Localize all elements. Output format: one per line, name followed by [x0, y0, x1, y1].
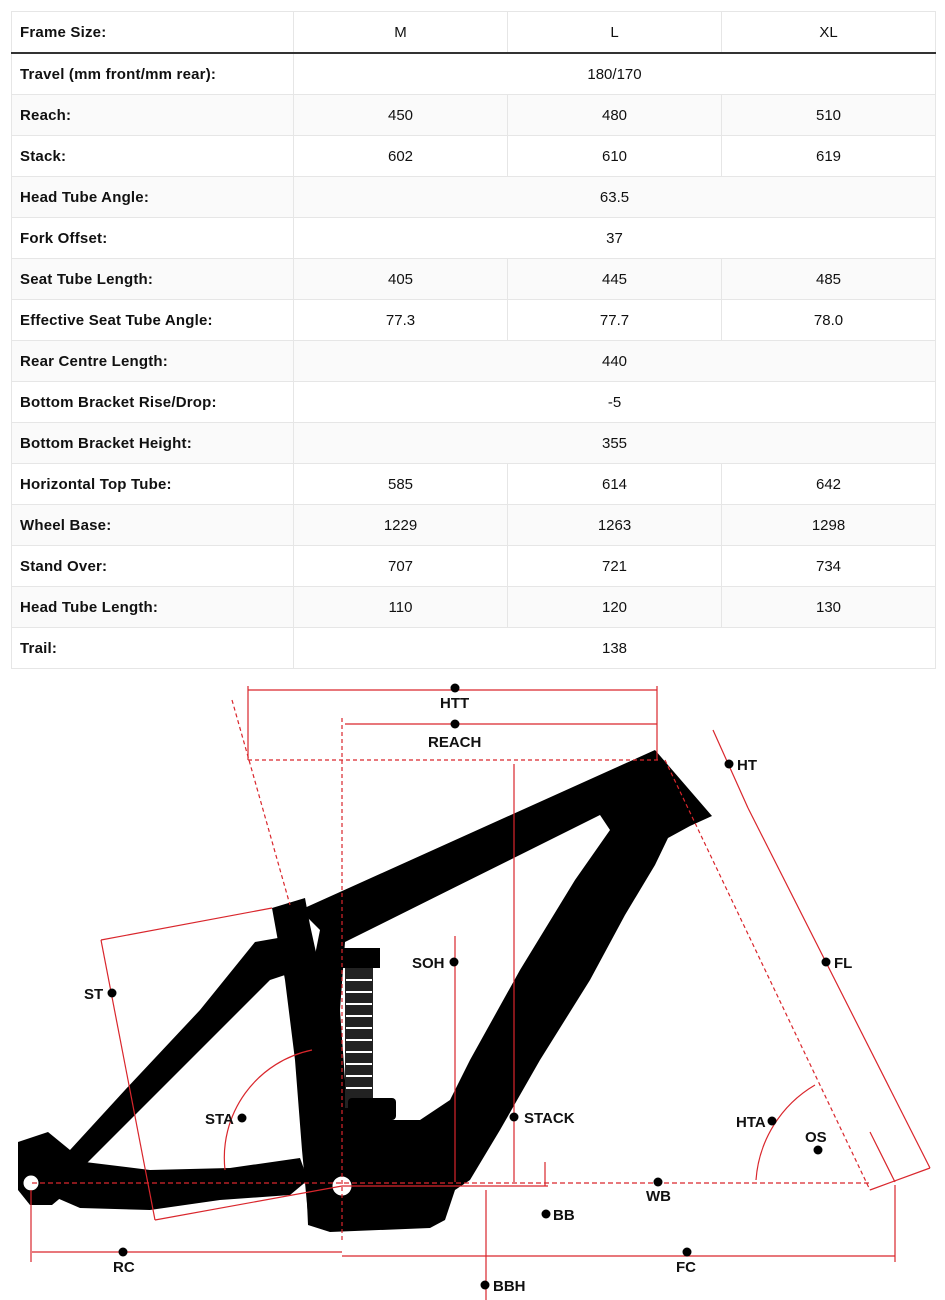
- table-row: [12, 464, 936, 505]
- row-label: Head Tube Length:: [12, 587, 294, 628]
- row-value-m: 110: [294, 587, 508, 628]
- header-size-l: L: [508, 12, 722, 54]
- table-row: [12, 177, 936, 218]
- label-stack: STACK: [524, 1110, 575, 1127]
- row-value-xl: 130: [722, 587, 936, 628]
- row-value-all-sizes: 37: [294, 218, 936, 259]
- row-label: Effective Seat Tube Angle:: [12, 300, 294, 341]
- label-st: ST: [84, 986, 104, 1003]
- row-value-all-sizes: 180/170: [294, 53, 936, 95]
- row-value-m: 585: [294, 464, 508, 505]
- label-rc: RC: [113, 1259, 135, 1276]
- row-label: Rear Centre Length:: [12, 341, 294, 382]
- row-value-xl: 734: [722, 546, 936, 587]
- seat-stay: [68, 935, 300, 1170]
- table-row: [12, 53, 936, 95]
- label-ht: HT: [737, 757, 757, 774]
- header-size-xl: XL: [722, 12, 936, 54]
- label-bb: BB: [553, 1207, 575, 1224]
- row-value-xl: 619: [722, 136, 936, 177]
- row-value-m: 1229: [294, 505, 508, 546]
- frame-geometry-diagram: [0, 680, 945, 1300]
- rear-shock: [340, 948, 396, 1120]
- row-value-xl: 642: [722, 464, 936, 505]
- dimension-labels: [84, 684, 852, 1296]
- row-label: Horizontal Top Tube:: [12, 464, 294, 505]
- table-row: [12, 587, 936, 628]
- label-hta: HTA: [736, 1114, 766, 1131]
- row-value-m: 405: [294, 259, 508, 300]
- row-value-all-sizes: 440: [294, 341, 936, 382]
- row-value-l: 480: [508, 95, 722, 136]
- row-label: Wheel Base:: [12, 505, 294, 546]
- label-fl: FL: [834, 955, 853, 972]
- table-row: [12, 300, 936, 341]
- row-value-l: 120: [508, 587, 722, 628]
- row-label: Seat Tube Length:: [12, 259, 294, 300]
- row-label: Fork Offset:: [12, 218, 294, 259]
- row-value-l: 610: [508, 136, 722, 177]
- row-value-xl: 1298: [722, 505, 936, 546]
- row-value-all-sizes: 138: [294, 628, 936, 669]
- row-label: Bottom Bracket Height:: [12, 423, 294, 464]
- row-value-m: 450: [294, 95, 508, 136]
- label-soh: SOH: [412, 955, 445, 972]
- table-row: [12, 546, 936, 587]
- table-row: [12, 628, 936, 669]
- table-row: [12, 341, 936, 382]
- label-os: OS: [805, 1129, 827, 1146]
- rear-dropout: [18, 1132, 70, 1205]
- table-row: [12, 505, 936, 546]
- row-value-xl: 510: [722, 95, 936, 136]
- row-label: Bottom Bracket Rise/Drop:: [12, 382, 294, 423]
- row-value-all-sizes: -5: [294, 382, 936, 423]
- row-label: Stand Over:: [12, 546, 294, 587]
- dimension-lines: [31, 686, 930, 1300]
- table-row: [12, 218, 936, 259]
- row-value-l: 614: [508, 464, 722, 505]
- geometry-table: [11, 11, 936, 669]
- row-label: Reach:: [12, 95, 294, 136]
- table-row: [12, 382, 936, 423]
- table-row: [12, 136, 936, 177]
- row-value-m: 602: [294, 136, 508, 177]
- label-reach: REACH: [428, 734, 482, 751]
- row-value-xl: 78.0: [722, 300, 936, 341]
- row-label: Head Tube Angle:: [12, 177, 294, 218]
- row-value-l: 1263: [508, 505, 722, 546]
- row-value-all-sizes: 63.5: [294, 177, 936, 218]
- label-htt: HTT: [440, 695, 470, 712]
- label-fc: FC: [676, 1259, 696, 1276]
- table-row: [12, 95, 936, 136]
- row-label: Travel (mm front/mm rear):: [12, 53, 294, 95]
- row-value-m: 707: [294, 546, 508, 587]
- row-label: Trail:: [12, 628, 294, 669]
- header-size-m: M: [294, 12, 508, 54]
- row-value-l: 721: [508, 546, 722, 587]
- table-row: [12, 423, 936, 464]
- rear-axle: [22, 1174, 40, 1192]
- row-label: Stack:: [12, 136, 294, 177]
- label-wb: WB: [646, 1188, 671, 1205]
- row-value-xl: 485: [722, 259, 936, 300]
- header-label: Frame Size:: [12, 12, 294, 54]
- geometry-table-body: [12, 12, 936, 669]
- label-bbh: BBH: [493, 1278, 526, 1295]
- table-header-row: [12, 12, 936, 54]
- row-value-l: 77.7: [508, 300, 722, 341]
- table-row: [12, 259, 936, 300]
- label-sta: STA: [205, 1111, 234, 1128]
- row-value-all-sizes: 355: [294, 423, 936, 464]
- row-value-m: 77.3: [294, 300, 508, 341]
- row-value-l: 445: [508, 259, 722, 300]
